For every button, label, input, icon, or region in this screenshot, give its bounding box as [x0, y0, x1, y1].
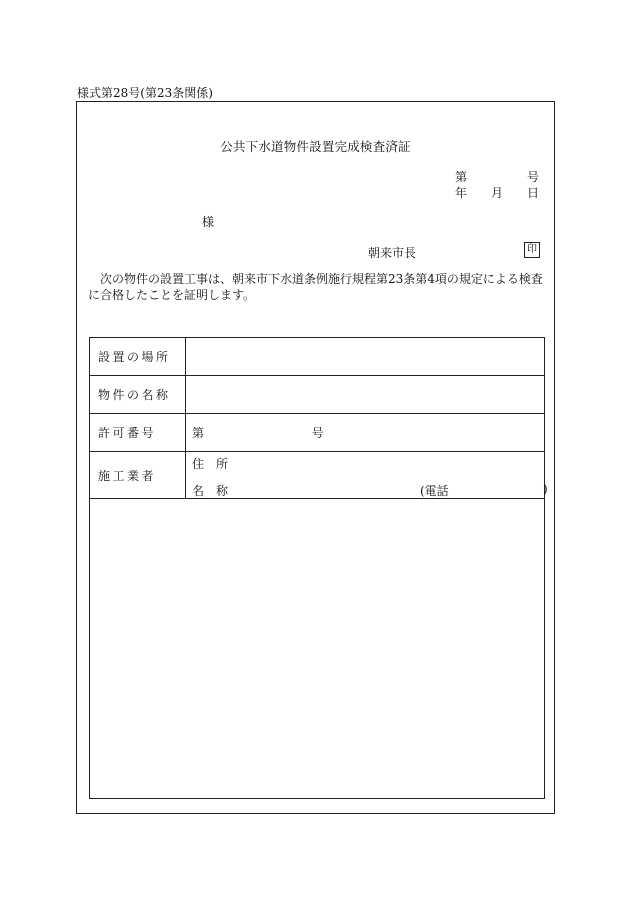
date-year: 年	[455, 186, 468, 200]
permit-row	[90, 414, 545, 452]
certificate-title: 公共下水道物件設置完成検査済証	[220, 139, 411, 154]
phone-close: )	[543, 482, 548, 496]
cert-no-prefix: 第	[455, 170, 468, 184]
form-number: 様式第28号(第23条関係)	[77, 86, 213, 100]
addressee-suffix: 様	[202, 215, 215, 229]
contractor-name-label: 名 称	[192, 484, 229, 498]
contractor-field[interactable]	[186, 452, 548, 499]
object-name-field[interactable]	[186, 376, 545, 414]
date-month: 月	[491, 186, 504, 200]
remarks-area[interactable]	[90, 499, 545, 799]
contractor-row	[90, 452, 545, 499]
location-field[interactable]	[186, 338, 545, 376]
address-label: 住 所	[192, 457, 229, 471]
date-day: 日	[527, 186, 540, 200]
permit-prefix: 第	[192, 426, 205, 440]
permit-number-field[interactable]	[186, 414, 545, 452]
permit-label: 許可番号	[90, 414, 186, 452]
object-name-row	[90, 376, 545, 414]
issuer-title: 朝来市長	[368, 246, 417, 260]
details-table	[89, 337, 548, 799]
phone-label: (電話	[420, 484, 449, 498]
location-label: 設置の場所	[90, 338, 186, 376]
object-name-label: 物件の名称	[90, 376, 186, 414]
certificate-frame	[76, 101, 555, 814]
seal-mark: 印	[524, 242, 540, 258]
cert-no-suffix: 号	[527, 170, 540, 184]
contractor-label: 施工業者	[90, 452, 186, 499]
remarks-row	[90, 499, 545, 799]
location-row	[90, 338, 545, 376]
certification-statement: 次の物件の設置工事は、朝来市下水道条例施行規程第23条第4項の規定による検査に合格したことを証明します。	[88, 272, 543, 302]
permit-suffix: 号	[311, 426, 324, 440]
